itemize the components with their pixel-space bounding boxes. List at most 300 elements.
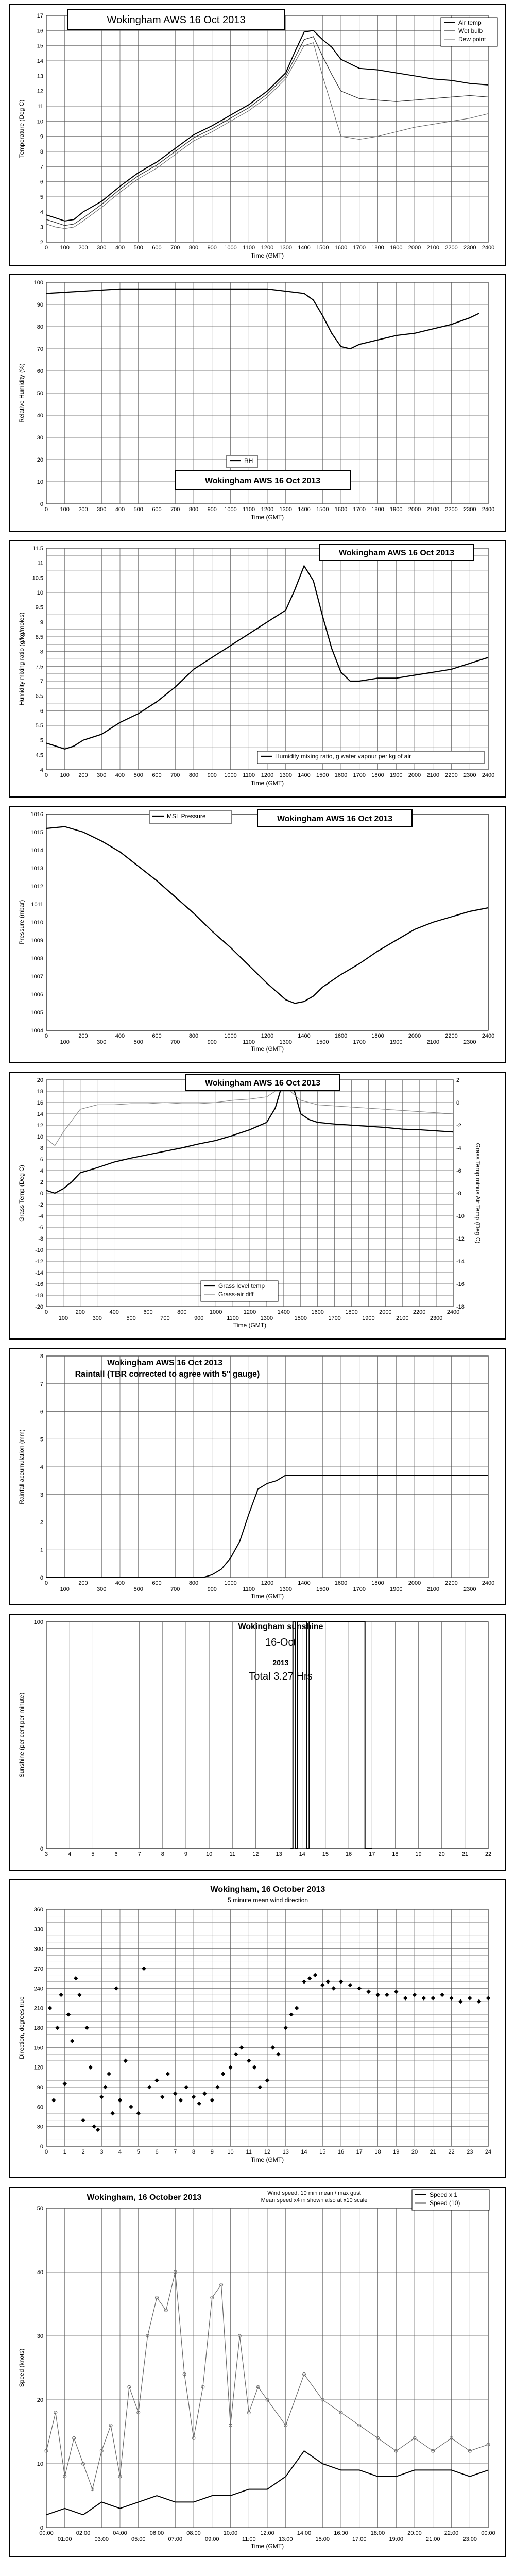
x-tick-label: 21:00 (425, 2536, 440, 2543)
y-tick-label: 70 (37, 346, 43, 352)
x-tick-label: 17 (369, 1851, 375, 1857)
x-tick-label: 1100 (227, 1315, 239, 1321)
y-tick-label: 5 (40, 194, 43, 200)
x-tick-label: 1600 (334, 245, 348, 251)
x-tick-label: 19 (393, 2149, 400, 2155)
x-tick-label: 2300 (430, 1315, 443, 1321)
y-tick-label: 0 (40, 2144, 43, 2150)
x-tick-label: 2100 (426, 772, 439, 778)
x-tick-label: 1600 (334, 1033, 348, 1039)
y-tick-label: 60 (37, 368, 43, 375)
x-tick-label: 600 (143, 1309, 153, 1315)
x-tick-label: 11:00 (242, 2536, 256, 2543)
y-tick-label: 18 (37, 1089, 43, 1095)
y-tick-label: 12 (37, 1123, 43, 1129)
x-tick-label: 600 (152, 1033, 162, 1039)
x-tick-label: 2200 (413, 1309, 426, 1315)
y-tick-label: 2 (40, 1519, 43, 1526)
y-axis-label: Pressure (mbar) (18, 900, 25, 945)
y-tick-label: -12 (35, 1259, 43, 1265)
x-tick-label: 3 (100, 2149, 104, 2155)
x-tick-label: 1800 (371, 772, 384, 778)
y-tick-label: 15 (37, 43, 43, 49)
y-tick-label: 7 (40, 1381, 43, 1387)
x-tick-label: 600 (152, 772, 162, 778)
x-tick-label: 2400 (447, 1309, 460, 1315)
chart-subtitle: 5 minute mean wind direction (227, 1896, 308, 1904)
x-tick-label: 1700 (353, 1586, 366, 1592)
y-axis-label: Rainfall accumulation (mm) (18, 1429, 25, 1504)
x-tick-label: 2400 (482, 245, 495, 251)
x-tick-label: 300 (97, 506, 107, 513)
x-tick-label: 1700 (328, 1315, 341, 1321)
x-tick-label: 1200 (261, 1580, 274, 1586)
x-tick-label: 500 (133, 1039, 143, 1045)
x-tick-label: 2000 (379, 1309, 392, 1315)
x-tick-label: 1100 (243, 245, 255, 251)
x-tick-label: 1400 (298, 1033, 311, 1039)
y-tick-label: 210 (33, 2005, 43, 2012)
y-tick-label: 6 (40, 708, 43, 715)
chart-year: 2013 (272, 1658, 289, 1667)
x-tick-label: 400 (115, 772, 125, 778)
x-tick-label: 1 (63, 2149, 66, 2155)
x-tick-label: 200 (78, 506, 88, 513)
x-tick-label: 300 (92, 1315, 102, 1321)
x-tick-label: 1500 (316, 245, 329, 251)
x-tick-label: 800 (188, 1033, 199, 1039)
x-tick-label: 4 (68, 1851, 72, 1857)
y-tick-label: 2 (40, 1179, 43, 1185)
x-tick-label: 4 (118, 2149, 122, 2155)
x-tick-label: 1100 (243, 1586, 255, 1592)
plot-area (18, 13, 497, 259)
y-tick-label: 50 (37, 391, 43, 397)
x-tick-label: 700 (170, 772, 180, 778)
y-tick-label: 300 (33, 1946, 43, 1953)
x-tick-label: 2300 (464, 772, 476, 778)
wind-direction-chart (10, 1880, 505, 2177)
y-axis-label: Speed (knots) (18, 2348, 25, 2387)
rainfall-chart-panel (9, 1348, 506, 1605)
x-tick-label: 0 (44, 506, 48, 513)
x-tick-label: 1400 (298, 1580, 311, 1586)
x-tick-label: 1700 (353, 1039, 366, 1045)
x-tick-label: 600 (152, 506, 162, 513)
x-tick-label: 1200 (243, 1309, 256, 1315)
x-tick-label: 2400 (482, 506, 495, 513)
x-tick-label: 2100 (426, 1586, 439, 1592)
y-tick-label: 0 (40, 1191, 43, 1197)
grass-temp-chart (10, 1073, 505, 1338)
x-axis-label: Time (GMT) (250, 2156, 284, 2163)
y-tick-label: 1008 (30, 956, 43, 962)
x-tick-label: 900 (194, 1315, 204, 1321)
y-tick-label: 1011 (31, 902, 43, 908)
y-tick-label: 270 (33, 1966, 43, 1972)
legend-label: Air temp (458, 19, 482, 26)
x-tick-label: 1400 (277, 1309, 290, 1315)
y-tick-label: 4.5 (35, 752, 43, 759)
y2-tick-label: -2 (456, 1123, 461, 1129)
x-tick-label: 2200 (445, 1580, 458, 1586)
y-tick-label: 10 (37, 1134, 43, 1140)
y-tick-label: -2 (38, 1202, 43, 1208)
y-tick-label: 8 (40, 649, 43, 655)
chart-title: Wokingham, 16 October 2013 (87, 2193, 202, 2202)
plot-area (18, 1077, 482, 1329)
x-tick-label: 2300 (464, 1039, 476, 1045)
grass-temp-chart-panel (9, 1072, 506, 1340)
x-tick-label: 1600 (311, 1309, 324, 1315)
chart-title: Wokingham AWS 16 Oct 2013 (107, 1359, 223, 1367)
y-tick-label: 0 (40, 1846, 43, 1852)
x-tick-label: 13:00 (278, 2536, 293, 2543)
x-tick-label: 100 (60, 245, 70, 251)
chart-subtitle-1: Wind speed, 10 min mean / max gust (267, 2190, 361, 2196)
chart-subtitle: Raintall (TBR corrected to agree with 5" gauge) (75, 1370, 260, 1379)
x-tick-label: 900 (207, 245, 217, 251)
x-axis-label: Time (GMT) (250, 779, 284, 787)
x-tick-label: 700 (160, 1315, 170, 1321)
x-tick-label: 06:00 (149, 2530, 164, 2536)
x-tick-label: 1500 (316, 506, 329, 513)
x-tick-label: 500 (133, 772, 143, 778)
sunshine-chart-panel (9, 1614, 506, 1871)
x-tick-label: 14 (301, 2149, 307, 2155)
x-tick-label: 500 (133, 1586, 143, 1592)
y-tick-label: 330 (33, 1926, 43, 1933)
x-tick-label: 24 (485, 2149, 492, 2155)
x-tick-label: 05:00 (131, 2536, 146, 2543)
x-tick-label: 3 (44, 1851, 48, 1857)
x-tick-label: 400 (109, 1309, 119, 1315)
x-tick-label: 2200 (445, 245, 458, 251)
x-tick-label: 700 (170, 245, 180, 251)
y-tick-label: 1012 (30, 884, 43, 890)
x-tick-label: 07:00 (168, 2536, 183, 2543)
x-tick-label: 800 (188, 1580, 199, 1586)
y-tick-label: 16 (37, 28, 43, 35)
y-tick-label: -4 (38, 1213, 43, 1219)
y-tick-label: -6 (38, 1225, 43, 1231)
x-tick-label: 7 (138, 1851, 141, 1857)
chart-total: Total 3.27 Hrs (249, 1671, 313, 1682)
chart-date: 16-Oct (265, 1637, 297, 1648)
y2-tick-label: -10 (456, 1213, 465, 1219)
x-tick-label: 22 (448, 2149, 455, 2155)
y-tick-label: 9.5 (35, 604, 43, 611)
y-tick-label: 1016 (30, 811, 43, 818)
x-tick-label: 02:00 (76, 2530, 91, 2536)
y-tick-label: 150 (33, 2045, 43, 2052)
y-tick-label: 7 (40, 164, 43, 171)
x-tick-label: 1000 (209, 1309, 222, 1315)
x-tick-label: 5 (91, 1851, 95, 1857)
x-tick-label: 1000 (224, 1580, 237, 1586)
mixing-ratio-chart (10, 541, 505, 796)
y-tick-label: 1004 (30, 1028, 43, 1034)
x-tick-label: 2000 (408, 1033, 421, 1039)
x-tick-label: 1300 (279, 1039, 292, 1045)
x-tick-label: 800 (188, 245, 199, 251)
chart-title: Wokingham sunshine (238, 1622, 323, 1631)
x-tick-label: 1300 (279, 245, 292, 251)
x-tick-label: 2400 (482, 1033, 495, 1039)
y-tick-label: 3 (40, 224, 43, 231)
y-tick-label: 7.5 (35, 664, 43, 670)
y-tick-label: 13 (37, 73, 43, 80)
x-tick-label: 1900 (362, 1315, 375, 1321)
y-tick-label: 4 (40, 209, 43, 216)
x-tick-label: 2100 (426, 1039, 439, 1045)
y-tick-label: 10.5 (32, 575, 43, 582)
x-tick-label: 18 (374, 2149, 381, 2155)
y-tick-label: 14 (37, 58, 43, 64)
legend-label: Dew point (458, 36, 486, 43)
x-tick-label: 04:00 (113, 2530, 127, 2536)
x-tick-label: 2000 (408, 245, 421, 251)
wind-speed-chart (10, 2188, 505, 2556)
y-axis-label: Humidity mixing ratio (g/kg/moles) (18, 612, 25, 706)
x-axis-label: Time (GMT) (233, 1321, 267, 1329)
y-tick-label: 90 (37, 2084, 43, 2091)
plot-frame (46, 814, 488, 1030)
y-tick-label: 50 (37, 2206, 43, 2212)
x-tick-label: 1200 (261, 772, 274, 778)
x-tick-label: 2200 (445, 1033, 458, 1039)
y-tick-label: 6 (40, 1157, 43, 1163)
x-tick-label: 6 (155, 2149, 159, 2155)
temperature-chart (10, 5, 505, 265)
rainfall-chart (10, 1349, 505, 1604)
y-tick-label: 6.5 (35, 693, 43, 700)
x-tick-label: 1000 (224, 772, 237, 778)
x-tick-label: 2300 (464, 506, 476, 513)
y-tick-label: 180 (33, 2025, 43, 2031)
x-tick-label: 2200 (445, 772, 458, 778)
x-tick-label: 1900 (390, 1039, 403, 1045)
chart-subtitle-2: Mean speed x4 in shown also at x10 scale (261, 2197, 368, 2204)
x-tick-label: 12 (252, 1851, 259, 1857)
x-tick-label: 08:00 (186, 2530, 201, 2536)
x-tick-label: 600 (152, 1580, 162, 1586)
y-tick-label: 30 (37, 435, 43, 441)
x-tick-label: 0 (44, 1033, 48, 1039)
x-tick-label: 800 (188, 772, 199, 778)
y-tick-label: 8.5 (35, 634, 43, 640)
x-tick-label: 14:00 (297, 2530, 312, 2536)
x-tick-label: 13 (282, 2149, 289, 2155)
x-tick-label: 7 (174, 2149, 177, 2155)
x-tick-label: 16 (337, 2149, 345, 2155)
y-axis-label: Relative Humidity (%) (18, 363, 25, 423)
x-tick-label: 16 (345, 1851, 352, 1857)
x-tick-label: 2000 (408, 1580, 421, 1586)
y-tick-label: -14 (35, 1270, 43, 1276)
x-tick-label: 400 (115, 1580, 125, 1586)
x-tick-label: 0 (44, 245, 48, 251)
x-tick-label: 20:00 (407, 2530, 422, 2536)
x-tick-label: 100 (60, 1039, 70, 1045)
y-tick-label: 10 (37, 590, 43, 596)
x-tick-label: 1900 (390, 506, 403, 513)
y-tick-label: 1009 (30, 938, 43, 944)
x-tick-label: 1300 (279, 506, 292, 513)
y-tick-label: 1005 (30, 1010, 43, 1016)
humidity-chart-panel (9, 274, 506, 532)
y-tick-label: 17 (37, 13, 43, 19)
x-tick-label: 2100 (426, 506, 439, 513)
y2-axis-label: Grass Temp minus Air Temp (Deg C) (474, 1143, 482, 1244)
x-tick-label: 1800 (371, 1580, 384, 1586)
x-tick-label: 11 (229, 1851, 235, 1857)
x-axis-label: Time (GMT) (250, 1045, 284, 1053)
x-tick-label: 18 (392, 1851, 399, 1857)
y-tick-label: 20 (37, 2397, 43, 2403)
x-tick-label: 03:00 (94, 2536, 109, 2543)
x-tick-label: 800 (177, 1309, 187, 1315)
x-axis-label: Time (GMT) (250, 1592, 284, 1600)
x-tick-label: 2200 (445, 506, 458, 513)
y-tick-label: 120 (33, 2064, 43, 2071)
x-axis-label: Time (GMT) (250, 252, 284, 259)
y-tick-label: 9 (40, 133, 43, 140)
x-tick-label: 1100 (243, 1039, 255, 1045)
x-tick-label: 1500 (316, 1586, 329, 1592)
x-tick-label: 300 (97, 1039, 107, 1045)
x-tick-label: 1400 (298, 772, 311, 778)
x-tick-label: 300 (97, 1586, 107, 1592)
y-tick-label: 10 (37, 2461, 43, 2467)
x-tick-label: 15 (319, 2149, 326, 2155)
y-axis-label: Sunshine (per cent per minute) (18, 1692, 25, 1778)
x-tick-label: 600 (152, 245, 162, 251)
x-tick-label: 0 (44, 2149, 48, 2155)
x-tick-label: 01:00 (57, 2536, 72, 2543)
y-tick-label: 7 (40, 679, 43, 685)
x-tick-label: 1000 (224, 506, 237, 513)
y-tick-label: 12 (37, 88, 43, 95)
x-tick-label: 0 (44, 1309, 48, 1315)
plot-area (18, 811, 494, 1053)
x-tick-label: 400 (115, 506, 125, 513)
x-tick-label: 1100 (243, 506, 255, 513)
humidity-chart (10, 275, 505, 531)
x-tick-label: 100 (60, 1586, 70, 1592)
x-tick-label: 2 (81, 2149, 85, 2155)
x-tick-label: 1700 (353, 245, 366, 251)
y-tick-label: 9 (40, 619, 43, 626)
x-tick-label: 22 (485, 1851, 492, 1857)
x-tick-label: 1400 (298, 506, 311, 513)
y2-tick-label: -8 (456, 1191, 461, 1197)
x-tick-label: 15 (322, 1851, 329, 1857)
y-tick-label: 10 (37, 118, 43, 125)
x-tick-label: 12 (264, 2149, 271, 2155)
y-tick-label: 1015 (30, 829, 43, 836)
y-tick-label: 60 (37, 2104, 43, 2111)
y-tick-label: 2 (40, 240, 43, 246)
y-tick-label: 100 (33, 1619, 43, 1625)
y2-tick-label: 2 (456, 1077, 460, 1083)
y-tick-label: 80 (37, 324, 43, 330)
x-tick-label: 13 (276, 1851, 282, 1857)
pressure-chart-panel (9, 806, 506, 1063)
x-tick-label: 9 (210, 2149, 214, 2155)
y-tick-label: 3 (40, 1492, 43, 1498)
y-tick-label: 4 (40, 1168, 43, 1174)
x-tick-label: 1800 (371, 1033, 384, 1039)
x-tick-label: 700 (170, 1586, 180, 1592)
y-tick-label: 5 (40, 1436, 43, 1443)
x-tick-label: 1900 (390, 772, 403, 778)
x-tick-label: 1400 (298, 245, 311, 251)
x-tick-label: 20 (438, 1851, 445, 1857)
chart-title: Wokingham AWS 16 Oct 2013 (204, 477, 321, 485)
x-tick-label: 1800 (371, 506, 384, 513)
y-tick-label: 11.5 (32, 546, 43, 552)
x-tick-label: 1300 (279, 772, 292, 778)
y-tick-label: 4 (40, 767, 43, 773)
y-tick-label: 5.5 (35, 723, 43, 729)
x-tick-label: 700 (170, 1039, 180, 1045)
y-axis-label: Direction, degrees true (18, 1996, 25, 2059)
x-tick-label: 1500 (316, 772, 329, 778)
x-tick-label: 6 (114, 1851, 118, 1857)
x-tick-label: 1700 (353, 506, 366, 513)
y-tick-label: 16 (37, 1100, 43, 1106)
y-tick-label: -10 (35, 1247, 43, 1253)
y-tick-label: 4 (40, 1464, 43, 1470)
x-tick-label: 1200 (261, 506, 274, 513)
x-tick-label: 2300 (464, 1586, 476, 1592)
legend-label: MSL Pressure (167, 812, 206, 820)
y-tick-label: -8 (38, 1236, 43, 1242)
x-tick-label: 2100 (396, 1315, 409, 1321)
y-tick-label: 240 (33, 1986, 43, 1992)
x-tick-label: 21 (461, 1851, 468, 1857)
y-tick-label: 30 (37, 2333, 43, 2340)
x-tick-label: 1900 (390, 1586, 403, 1592)
y-axis-label: Temperature (Deg C) (18, 99, 25, 158)
x-tick-label: 700 (170, 506, 180, 513)
x-tick-label: 0 (44, 772, 48, 778)
x-tick-label: 1500 (294, 1315, 307, 1321)
wind-direction-chart-panel (9, 1879, 506, 2178)
y-tick-label: 1007 (30, 974, 43, 980)
chart-title: Wokingham AWS 16 Oct 2013 (277, 815, 393, 823)
legend-label: RH (244, 457, 253, 464)
y2-tick-label: -16 (456, 1281, 465, 1287)
x-tick-label: 22:00 (444, 2530, 459, 2536)
legend-label: Speed (10) (430, 2199, 460, 2207)
x-tick-label: 1600 (334, 1580, 348, 1586)
x-tick-label: 12:00 (260, 2530, 274, 2536)
x-tick-label: 00:00 (39, 2530, 54, 2536)
temperature-chart-panel (9, 4, 506, 266)
y-tick-label: 90 (37, 302, 43, 308)
chart-title: Wokingham AWS 16 Oct 2013 (107, 14, 246, 26)
y-tick-label: 6 (40, 179, 43, 185)
legend-label: Speed x 1 (430, 2191, 458, 2198)
y-tick-label: 100 (33, 280, 43, 286)
x-tick-label: 1900 (390, 245, 403, 251)
x-tick-label: 1700 (353, 772, 366, 778)
y-tick-label: 6 (40, 1409, 43, 1415)
y-tick-label: 1006 (30, 992, 43, 998)
x-tick-label: 23 (467, 2149, 473, 2155)
